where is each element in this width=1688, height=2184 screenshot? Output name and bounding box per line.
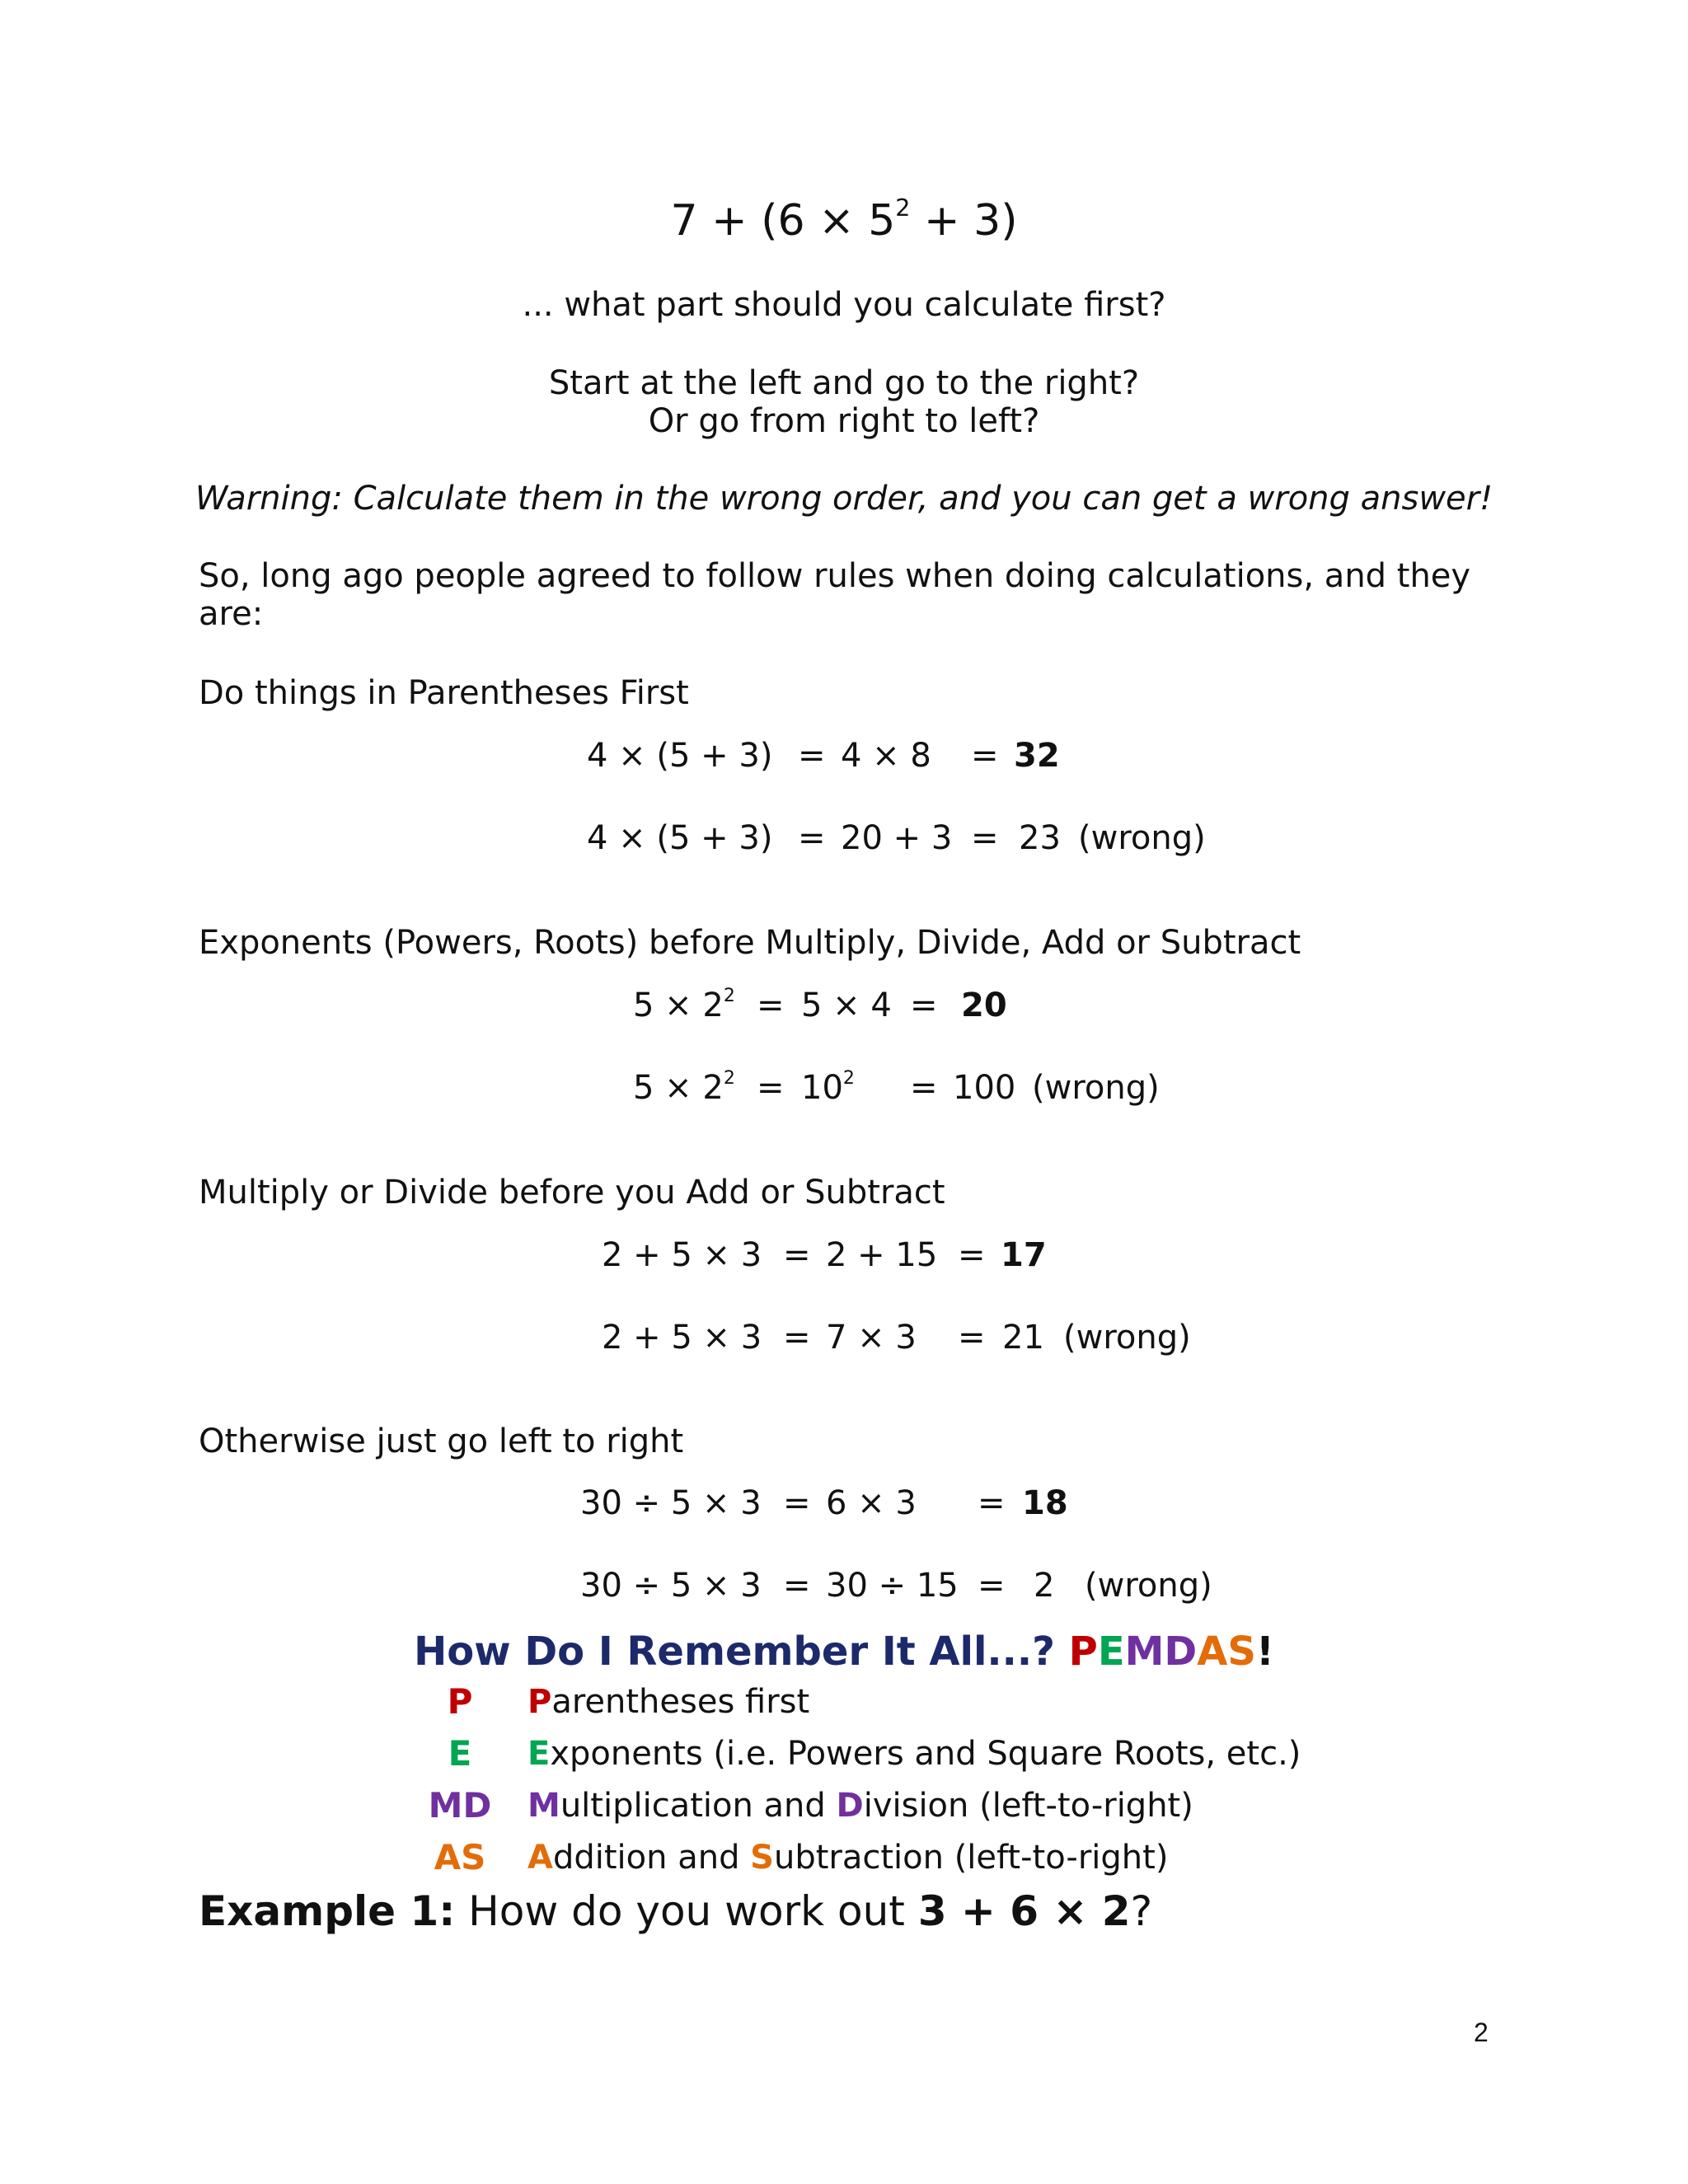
pemdas-letter: AS: [434, 1837, 486, 1877]
lhs-exponent: 2: [723, 1068, 735, 1090]
pemdas-letter: P: [447, 1681, 473, 1722]
rule-left-to-right-heading: Otherwise just go left to right: [199, 1422, 684, 1460]
equation-middle: 20 + 3: [841, 819, 953, 857]
pemdas-highlight-letter: P: [528, 1683, 552, 1721]
main-expression: [0, 196, 1688, 246]
lhs-exponent: 2: [723, 986, 735, 1007]
pemdas-acronym-part: MD: [1124, 1629, 1198, 1675]
wrong-note: (wrong): [1078, 819, 1206, 857]
rule-exponents-heading: Exponents (Powers, Roots) before Multiply, Divide, Add or Subtract: [199, 924, 1301, 962]
pemdas-description: [528, 1787, 1193, 1825]
correct-result: 20: [961, 987, 1007, 1024]
equation-middle: 4 × 8: [841, 737, 931, 775]
correct-result: 17: [1001, 1236, 1047, 1274]
middle-base: 10: [801, 1069, 843, 1107]
pemdas-description-text: ubtraction (left-to-right): [773, 1839, 1169, 1877]
pemdas-highlight-letter: A: [528, 1839, 553, 1877]
rule-multiply-heading: Multiply or Divide before you Add or Subtract: [199, 1174, 945, 1212]
equals-sign: =: [971, 819, 999, 857]
pemdas-description: [528, 1683, 809, 1721]
equation-lhs: 2 + 5 × 3: [602, 1236, 762, 1274]
wrong-result: 21: [1002, 1319, 1044, 1357]
equals-sign: =: [910, 987, 938, 1024]
rule-multiply-wrong-example: [0, 1319, 1688, 1360]
equation-lhs: [633, 987, 735, 1024]
pemdas-highlight-letter: M: [528, 1787, 560, 1825]
pemdas-description-text: ivision (left-to-right): [863, 1787, 1193, 1825]
equals-sign: =: [978, 1484, 1006, 1522]
pemdas-description: [528, 1839, 1168, 1877]
wrong-note: (wrong): [1032, 1069, 1160, 1107]
wrong-result: 23: [1019, 819, 1061, 857]
warning-text: Warning: Calculate them in the wrong order, and you can get a wrong answer!: [195, 480, 1493, 518]
equation-middle: 2 + 15: [826, 1236, 938, 1274]
pemdas-highlight-letter: S: [750, 1839, 774, 1877]
rule-exponents-correct-example: [0, 987, 1688, 1028]
equation-middle: 7 × 3: [826, 1319, 917, 1357]
pemdas-acronym-part: AS: [1197, 1629, 1256, 1675]
equals-sign: =: [757, 987, 785, 1024]
pemdas-acronym-part: E: [1097, 1629, 1125, 1675]
equation-lhs: 2 + 5 × 3: [602, 1319, 762, 1357]
question-text: ... what part should you calculate first?: [522, 286, 1166, 324]
correct-result: 18: [1022, 1484, 1068, 1522]
middle-exponent: 2: [842, 1068, 855, 1090]
pemdas-description-text: xponents (i.e. Powers and Square Roots, etc.): [550, 1735, 1301, 1773]
pemdas-heading-text: How Do I Remember It All...?: [414, 1629, 1055, 1675]
lhs-base: 5 × 2: [633, 987, 724, 1024]
main-expression-tail: + 3): [910, 196, 1018, 246]
rule-parentheses-heading: Do things in Parentheses First: [199, 674, 689, 712]
pemdas-letter: E: [448, 1733, 472, 1774]
equals-sign: =: [783, 1236, 811, 1274]
equation-lhs: 4 × (5 + 3): [587, 737, 773, 775]
example-line: [199, 1887, 1152, 1935]
equals-sign: =: [958, 1319, 986, 1357]
equals-sign: =: [757, 1069, 785, 1107]
equation-middle: 6 × 3: [826, 1484, 917, 1522]
pemdas-heading: [0, 1629, 1688, 1675]
equation-middle: 30 ÷ 15: [826, 1567, 959, 1605]
page-number: 2: [1474, 2018, 1489, 2047]
pemdas-acronym: [1069, 1629, 1256, 1675]
direction-line-1: Start at the left and go to the right?: [548, 364, 1140, 402]
rule-parentheses-correct-example: [0, 737, 1688, 778]
equals-sign: =: [958, 1236, 986, 1274]
equals-sign: =: [798, 737, 826, 775]
equals-sign: =: [798, 819, 826, 857]
equals-sign: =: [783, 1567, 811, 1605]
equals-sign: =: [783, 1319, 811, 1357]
equals-sign: =: [783, 1484, 811, 1522]
pemdas-description: [528, 1735, 1301, 1773]
pemdas-description-text: ultiplication and: [560, 1787, 837, 1825]
rule-exponents-wrong-example: [0, 1069, 1688, 1110]
correct-result: 32: [1014, 737, 1060, 775]
main-expression-exponent: 2: [895, 194, 911, 223]
wrong-result: 2: [1034, 1567, 1055, 1605]
equals-sign: =: [910, 1069, 938, 1107]
wrong-result: 100: [953, 1069, 1016, 1107]
example-question: How do you work out: [455, 1887, 918, 1935]
example-label: Example 1:: [199, 1887, 456, 1935]
equals-sign: =: [978, 1567, 1006, 1605]
wrong-note: (wrong): [1085, 1567, 1212, 1605]
pemdas-letter: MD: [428, 1785, 492, 1825]
lhs-base: 5 × 2: [633, 1069, 724, 1107]
pemdas-description-text: arentheses first: [551, 1683, 810, 1721]
wrong-note: (wrong): [1063, 1319, 1191, 1357]
pemdas-highlight-letter: E: [528, 1735, 551, 1773]
rule-multiply-correct-example: [0, 1236, 1688, 1277]
intro-line-2: are:: [199, 595, 264, 633]
intro-line-1: So, long ago people agreed to follow rules when doing calculations, and they: [199, 557, 1471, 595]
equation-lhs: 4 × (5 + 3): [587, 819, 773, 857]
rule-parentheses-wrong-example: [0, 819, 1688, 860]
equation-lhs: 30 ÷ 5 × 3: [580, 1567, 762, 1605]
pemdas-highlight-letter: D: [836, 1787, 864, 1825]
rule-left-to-right-correct-example: [0, 1484, 1688, 1526]
equals-sign: =: [971, 737, 999, 775]
equation-middle: [801, 1069, 855, 1107]
example-question-mark: ?: [1130, 1887, 1153, 1935]
rule-left-to-right-wrong-example: [0, 1567, 1688, 1608]
pemdas-bang: !: [1255, 1629, 1274, 1675]
main-expression-base: 7 + (6 × 5: [670, 196, 896, 246]
example-expression: 3 + 6 × 2: [917, 1887, 1131, 1935]
equation-lhs: 30 ÷ 5 × 3: [580, 1484, 762, 1522]
pemdas-description-text: ddition and: [552, 1839, 751, 1877]
direction-line-2: Or go from right to left?: [648, 402, 1040, 440]
equation-middle: 5 × 4: [801, 987, 892, 1024]
pemdas-acronym-part: P: [1068, 1629, 1098, 1675]
equation-lhs: [633, 1069, 735, 1107]
